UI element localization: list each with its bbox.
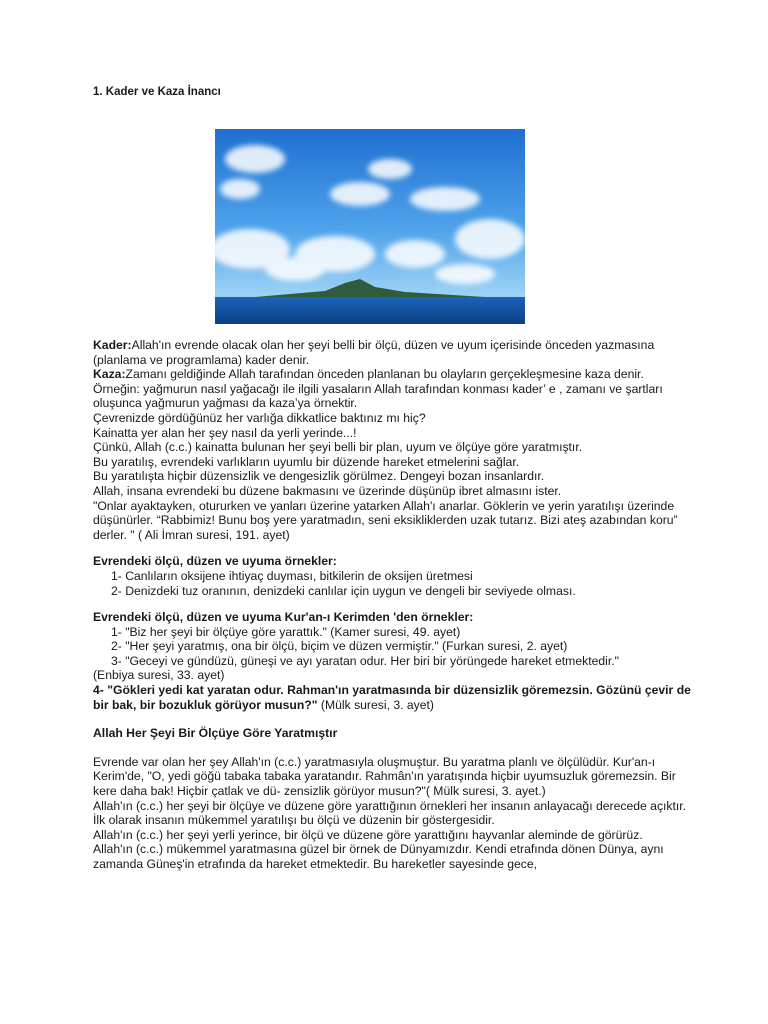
text-line: Bu yaratılış, evrendeki varlıkların uyumlu bir düzende hareket etmelerini sağlar.	[93, 454, 520, 469]
text-line: Bu yaratılışta hiçbir düzensizlik ve dengesizlik görülmez. Dengeyi bozan insanlardır.	[93, 469, 545, 484]
text-line: Allah, insana evrendeki bu düzene bakmasını ve üzerinde düşünüp ibret almasını ister.	[93, 483, 562, 498]
paragraph: Allah'ın (c.c.) her şeyi yerli yerince, bir ölçü ve düzene göre yarattığını hayvanlar aleminde de görürüz.	[93, 827, 643, 842]
quote-paragraph: "Onlar ayaktayken, otururken ve yanları üzerine yatarken Allah'ı anarlar. Göklerin ve yerin yaratılışı üzerinde düşünürler. “Rabbimiz! Bunu boş yere yaratmadın, seni eksikliklerden uzak tutarız. Bizi ateş azabından koru” derler. " ( Ali İmran suresi, 191. ayet)	[93, 498, 678, 542]
paragraph: Allah'ın (c.c.) mükemmel yaratmasına güzel bir örnek de Dünyamızdır. Kendi etrafında dönen Dünya, aynı zamanda Güneş'in etrafında da hareket etmektedir. Bu hareketler sayesinde gece,	[93, 842, 664, 871]
text-line: Çevrenizde gördüğünüz her varlığa dikkatlice baktınız mı hiç?	[93, 410, 426, 425]
list-item-reference: (Enbiya suresi, 33. ayet)	[93, 668, 225, 683]
main-text	[93, 338, 693, 872]
verse-reference: (Mülk suresi, 3. ayet)	[317, 697, 434, 712]
list-item: 3- "Geceyi ve gündüzü, güneşi ve ayı yaratan odur. Her biri bir yörüngede hareket etmektedir."	[111, 653, 619, 668]
list-item: 2- "Her şeyi yaratmış, ona bir ölçü, biçim ve düzen vermiştir." (Furkan suresi, 2. ayet)	[111, 639, 568, 654]
list-item: 1- "Biz her şeyi bir ölçüye göre yarattık." (Kamer suresi, 49. ayet)	[111, 624, 461, 639]
term-kader: Kader:	[93, 338, 132, 352]
list-item: 1- Canlıların oksijene ihtiyaç duyması, bitkilerin de oksijen üretmesi	[111, 568, 473, 583]
text-line: Örneğin: yağmurun nasıl yağacağı ile ilgili yasaların Allah tarafından konması kader’ e , zamanı ve şartları oluşunca yağmurun yağması da kaza’ya örnektir.	[93, 381, 663, 411]
list-item	[93, 683, 693, 712]
definition-kaza	[93, 367, 693, 382]
sky-sea-illustration	[215, 129, 525, 324]
paragraph: Evrende var olan her şey Allah'ın (c.c.) yaratmasıyla oluşmuştur. Bu yaratma planlı ve ölçülüdür. Kur'an-ı Kerim'de, "O, yedi göğü tabaka tabaka yaratandır. Rahmân'ın yaratışında hiçbir uyumsuzluk göremezsin. Bir kere daha bak! Hiçbir çatlak ve dü- zensizlik görüyor musun?"( Mülk suresi, 3. ayet.)	[93, 754, 676, 799]
term-kaza: Kaza:	[93, 367, 126, 382]
text-line: Çünkü, Allah (c.c.) kainatta bulunan her şeyi belli bir plan, uyum ve ölçüye göre yaratmıştır.	[93, 440, 583, 455]
verse-text: 4- "Gökleri yedi kat yaratan odur. Rahman'ın yaratmasında bir düzensizlik göremezsin. Gözünü çevir de bir bak, bir bozukluk görüyor musun?"	[93, 683, 691, 712]
page-title: 1. Kader ve Kaza İnancı	[93, 86, 221, 98]
section-heading: Evrendeki ölçü, düzen ve uyuma Kur'an-ı Kerimden 'den örnekler:	[93, 610, 474, 625]
definition-text: Allah'ın evrende olacak olan her şeyi belli bir ölçü, düzen ve uyum içerisinde önceden yazmasına (planlama ve programlama) kader denir.	[93, 338, 655, 367]
list-item: 2- Denizdeki tuz oranının, denizdeki canlılar için uygun ve dengeli bir seviyede olması.	[111, 583, 576, 598]
sky-sea-image	[215, 129, 525, 324]
section-heading: Allah Her Şeyi Bir Ölçüye Göre Yaratmıştır	[93, 726, 338, 741]
definition-kader	[93, 338, 693, 367]
paragraph: Allah'ın (c.c.) her şeyi bir ölçüye ve düzene göre yarattığının örnekleri her insanın anlayacağı derecede açıktır. İlk olarak insanın mükemmel yaratılışı bu ölçü ve düzenin bir göstergesidir.	[93, 798, 687, 828]
section-heading: Evrendeki ölçü, düzen ve uyuma örnekler:	[93, 554, 337, 569]
text-line: Kainatta yer alan her şey nasıl da yerli yerinde...!	[93, 425, 357, 440]
definition-text: Zamanı geldiğinde Allah tarafından önceden planlanan bu olayların gerçekleşmesine kaza denir.	[125, 367, 644, 382]
